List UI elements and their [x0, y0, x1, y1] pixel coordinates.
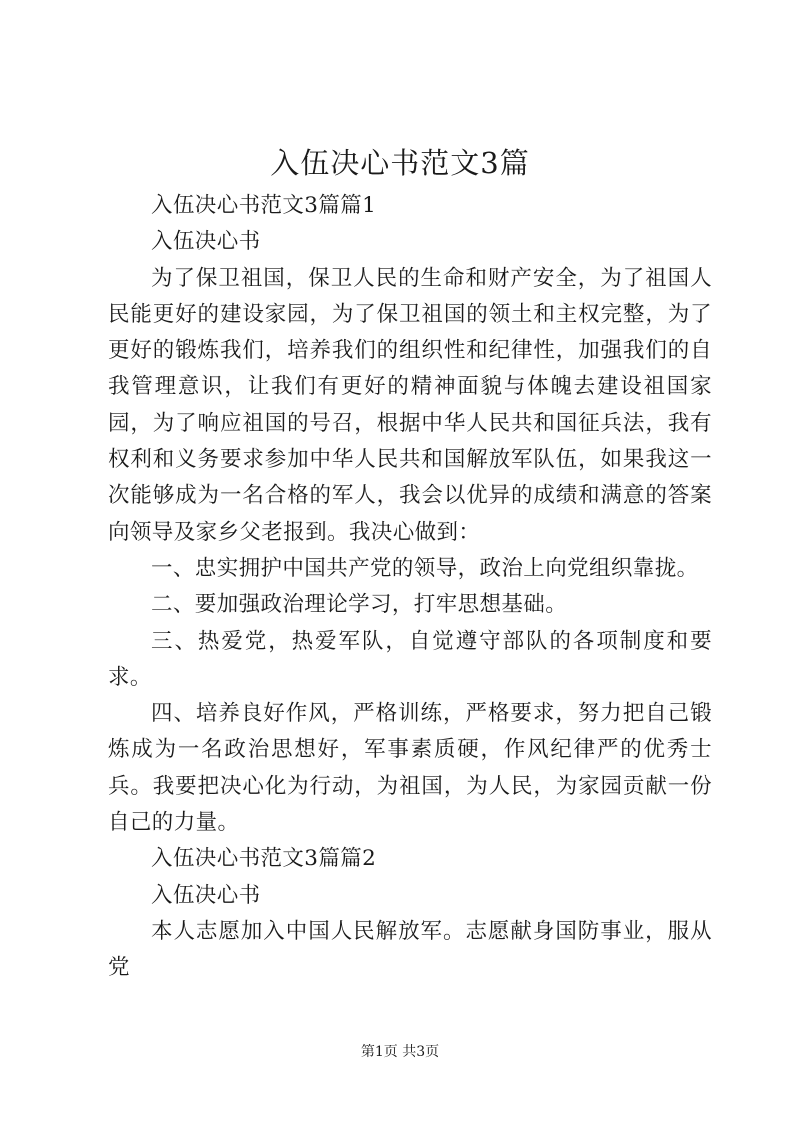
section-heading-2: 入伍决心书范文3篇篇2: [151, 846, 377, 872]
section-heading-1: 入伍决心书范文3篇篇1: [151, 193, 377, 218]
pledge-item-2: 二、要加强政治理论学习，打牢思想基础。: [151, 592, 568, 618]
paragraph-intro: 为了保卫祖国，保卫人民的生命和财产安全，为了祖国人民能更好的建设家园，为了保卫祖国的领土和主权完整，为了更好的锻炼我们，培养我们的组织性和纪律性，加强我们的自我管理意识，让我们有更好的精神面貌与体魄去建设祖国家园，为了响应祖国的号召，根据中华人民共和国征兵法，我有权利和义务要求参加中华人民共和国解放军队伍，如果我这一次能够成为一名合格的军人，我会以优异的成绩和满意的答案向领导及家乡父老报到。我决心做到：: [108, 265, 712, 545]
paragraph-second-letter: 本人志愿加入中国人民解放军。志愿献身国防事业，服从党: [108, 918, 712, 981]
pledge-item-4: 四、培养良好作风，严格训练，严格要求，努力把自己锻炼成为一名政治思想好，军事素质硬，作风纪律严的优秀士兵。我要把决心化为行动，为祖国，为人民，为家园贡献一份自己的力量。: [108, 701, 712, 836]
pledge-item-3: 三、热爱党，热爱军队，自觉遵守部队的各项制度和要求。: [108, 628, 712, 690]
letter-heading-2: 入伍决心书: [151, 882, 261, 908]
pledge-item-1: 一、忠实拥护中国共产党的领导，政治上向党组织靠拢。: [151, 555, 699, 581]
document-body: [108, 188, 712, 987]
letter-heading-1: 入伍决心书: [151, 229, 261, 255]
document-title: 入伍决心书范文3篇: [270, 146, 530, 180]
page-footer: 第1页 共3页: [360, 1044, 440, 1060]
